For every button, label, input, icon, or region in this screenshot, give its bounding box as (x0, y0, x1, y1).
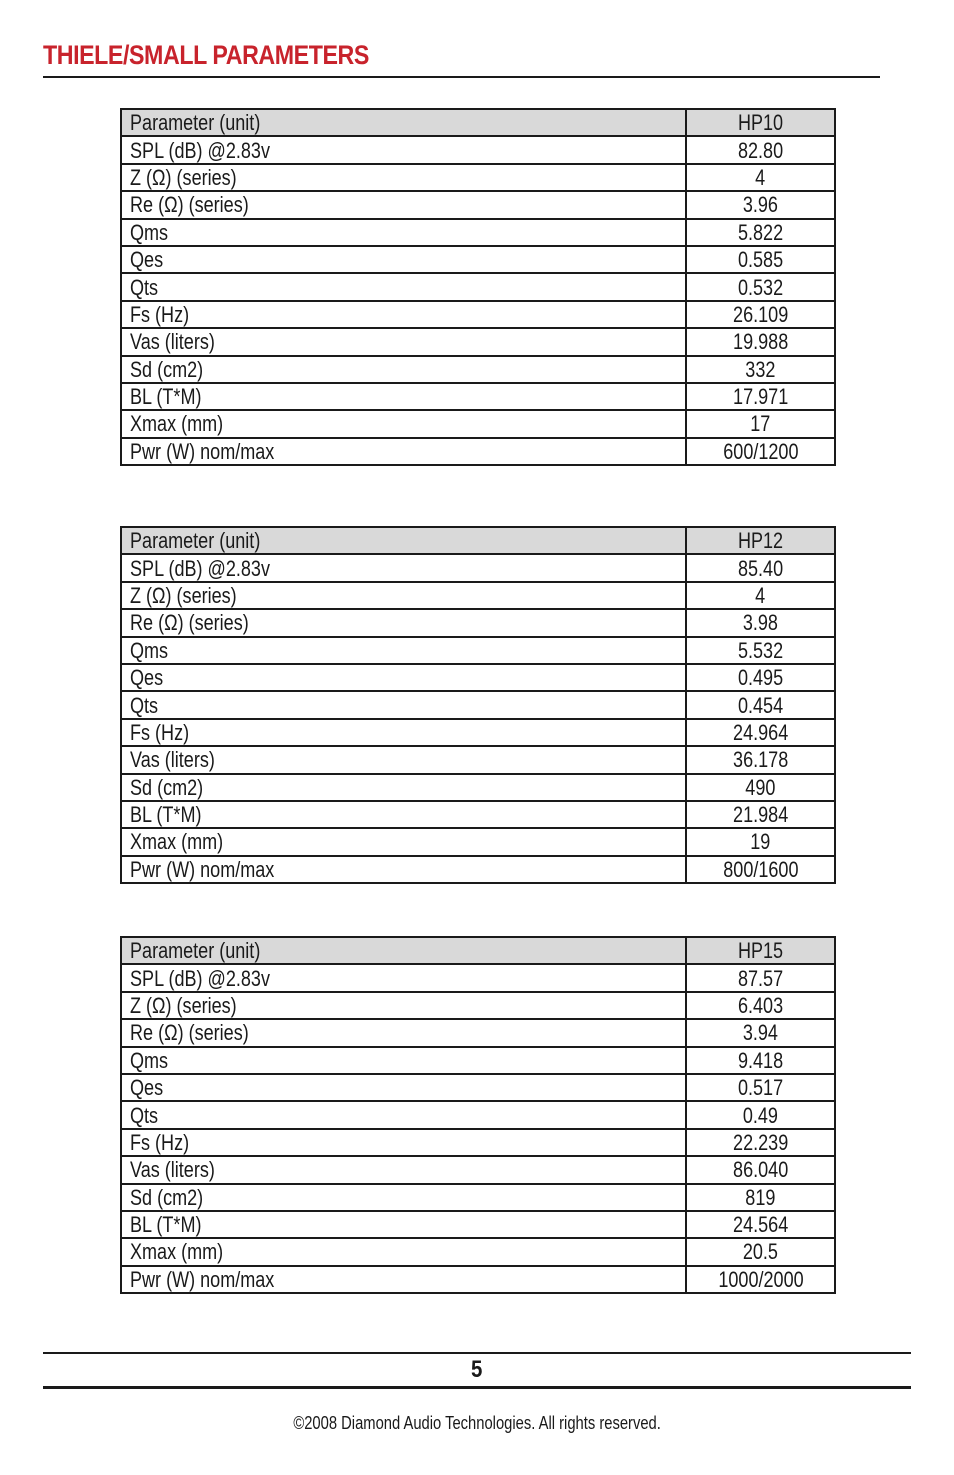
parameter-value: HP12 (737, 528, 784, 554)
parameter-label: Z (Ω) (series) (130, 164, 237, 190)
parameter-value: 19.988 (732, 329, 789, 355)
parameter-value: 3.98 (742, 610, 779, 636)
parameter-cell (121, 527, 686, 554)
table-row (121, 1156, 835, 1183)
parameter-value: 22.239 (732, 1129, 789, 1155)
table-row (121, 801, 835, 828)
value-cell (686, 637, 835, 664)
parameter-value: 0.49 (742, 1102, 779, 1128)
table-row (121, 328, 835, 355)
table-row (121, 746, 835, 773)
value-cell (686, 856, 835, 883)
value-cell (686, 164, 835, 191)
table-row (121, 191, 835, 218)
parameter-label: Vas (liters) (130, 1157, 215, 1183)
parameter-cell (121, 992, 686, 1019)
parameter-cell (121, 1238, 686, 1265)
table-row (121, 301, 835, 328)
table-row (121, 246, 835, 273)
parameter-cell (121, 828, 686, 855)
title-divider (43, 76, 880, 78)
value-cell (686, 1238, 835, 1265)
footer-divider-bottom (43, 1386, 911, 1389)
parameter-value: 0.454 (737, 692, 784, 718)
parameter-cell (121, 801, 686, 828)
parameter-cell (121, 246, 686, 273)
value-cell (686, 1184, 835, 1211)
parameter-label: Pwr (W) nom/max (130, 1266, 275, 1292)
parameter-value: HP15 (737, 938, 784, 964)
parameter-value: 86.040 (732, 1157, 789, 1183)
parameter-value: 0.495 (737, 665, 784, 691)
value-cell (686, 582, 835, 609)
table-row (121, 1266, 835, 1293)
parameter-cell (121, 856, 686, 883)
parameter-value: 0.532 (737, 274, 784, 300)
value-cell (686, 992, 835, 1019)
table-row (121, 356, 835, 383)
table-row (121, 1019, 835, 1046)
parameter-value: 26.109 (732, 301, 789, 327)
parameter-cell (121, 1156, 686, 1183)
value-cell (686, 1156, 835, 1183)
parameter-value: 819 (745, 1184, 776, 1210)
value-cell (686, 609, 835, 636)
table-row (121, 219, 835, 246)
parameter-cell (121, 637, 686, 664)
parameter-cell (121, 774, 686, 801)
parameter-label: Xmax (mm) (130, 1239, 224, 1265)
value-cell (686, 410, 835, 437)
parameter-cell (121, 554, 686, 581)
value-cell (686, 774, 835, 801)
table-row (121, 1101, 835, 1128)
value-cell (686, 554, 835, 581)
parameter-cell (121, 164, 686, 191)
parameter-label: Xmax (mm) (130, 829, 224, 855)
parameter-value: 19 (750, 829, 771, 855)
parameter-value: 87.57 (737, 965, 784, 991)
parameter-value: 24.564 (732, 1212, 789, 1238)
table-row (121, 438, 835, 465)
parameter-label: Sd (cm2) (130, 1184, 204, 1210)
parameter-cell (121, 1211, 686, 1238)
value-cell (686, 1047, 835, 1074)
parameter-cell (121, 609, 686, 636)
parameter-value: 5.822 (737, 219, 784, 245)
table-row (121, 164, 835, 191)
value-cell (686, 246, 835, 273)
table-row (121, 582, 835, 609)
parameter-label: Z (Ω) (series) (130, 582, 237, 608)
value-cell (686, 136, 835, 163)
table-row (121, 1047, 835, 1074)
parameter-label: Pwr (W) nom/max (130, 856, 275, 882)
parameter-label: SPL (dB) @2.83v (130, 965, 270, 991)
parameter-label: Z (Ω) (series) (130, 992, 237, 1018)
parameter-value: 24.964 (732, 719, 789, 745)
table-row (121, 136, 835, 163)
parameter-label: Sd (cm2) (130, 356, 204, 382)
parameter-label: Qes (130, 1075, 164, 1101)
table-row (121, 964, 835, 991)
table-row (121, 856, 835, 883)
table-row (121, 554, 835, 581)
parameter-label: Qts (130, 692, 159, 718)
parameter-value: 9.418 (737, 1047, 784, 1073)
parameter-cell (121, 191, 686, 218)
parameter-cell (121, 301, 686, 328)
parameter-value: 82.80 (737, 137, 784, 163)
parameter-cell (121, 109, 686, 136)
value-cell (686, 664, 835, 691)
table-row (121, 609, 835, 636)
parameter-value: 490 (745, 774, 776, 800)
parameter-value: 20.5 (742, 1239, 779, 1265)
spec-table-hp12 (120, 526, 836, 884)
page-number-text: 5 (471, 1356, 483, 1383)
parameter-label: BL (T*M) (130, 1212, 202, 1238)
parameter-value: 0.585 (737, 247, 784, 273)
parameter-label: Fs (Hz) (130, 1129, 190, 1155)
value-cell (686, 964, 835, 991)
table-row (121, 828, 835, 855)
parameter-value: 3.94 (742, 1020, 779, 1046)
parameter-value: HP10 (737, 110, 784, 136)
value-cell (686, 828, 835, 855)
parameter-cell (121, 964, 686, 991)
parameter-label: Re (Ω) (series) (130, 610, 249, 636)
table-row (121, 1211, 835, 1238)
spec-table-hp15 (120, 936, 836, 1294)
parameter-label: Pwr (W) nom/max (130, 438, 275, 464)
parameter-cell (121, 219, 686, 246)
value-cell (686, 191, 835, 218)
value-cell (686, 527, 835, 554)
value-cell (686, 1211, 835, 1238)
parameter-label: Fs (Hz) (130, 301, 190, 327)
parameter-cell (121, 937, 686, 964)
copyright-notice (0, 1413, 954, 1434)
table-row (121, 1074, 835, 1101)
page-title: THIELE/SMALL PARAMETERS (43, 40, 369, 70)
parameter-value: 17 (750, 411, 771, 437)
parameter-label: Re (Ω) (series) (130, 192, 249, 218)
parameter-label: Re (Ω) (series) (130, 1020, 249, 1046)
value-cell (686, 746, 835, 773)
table-row (121, 637, 835, 664)
footer-divider-top (43, 1352, 911, 1354)
value-cell (686, 109, 835, 136)
parameter-cell (121, 1019, 686, 1046)
table-row (121, 774, 835, 801)
parameter-label: Qes (130, 247, 164, 273)
parameter-value: 6.403 (737, 992, 784, 1018)
table-row (121, 992, 835, 1019)
parameter-value: 600/1200 (722, 438, 799, 464)
table-row (121, 664, 835, 691)
value-cell (686, 691, 835, 718)
parameter-label: Parameter (unit) (130, 528, 261, 554)
parameter-cell (121, 328, 686, 355)
parameter-cell (121, 410, 686, 437)
parameter-cell (121, 1074, 686, 1101)
value-cell (686, 1266, 835, 1293)
parameter-cell (121, 691, 686, 718)
parameter-cell (121, 1184, 686, 1211)
parameter-cell (121, 746, 686, 773)
parameter-cell (121, 383, 686, 410)
table-row (121, 719, 835, 746)
table-header-row (121, 937, 835, 964)
value-cell (686, 937, 835, 964)
parameter-value: 1000/2000 (717, 1266, 804, 1292)
value-cell (686, 383, 835, 410)
parameter-label: BL (T*M) (130, 384, 202, 410)
parameter-value: 85.40 (737, 555, 784, 581)
value-cell (686, 1074, 835, 1101)
parameter-cell (121, 1129, 686, 1156)
table-row (121, 691, 835, 718)
parameter-label: Qts (130, 1102, 159, 1128)
parameter-label: Sd (cm2) (130, 774, 204, 800)
parameter-cell (121, 1047, 686, 1074)
value-cell (686, 301, 835, 328)
parameter-label: Vas (liters) (130, 329, 215, 355)
value-cell (686, 438, 835, 465)
parameter-value: 0.517 (737, 1075, 784, 1101)
parameter-label: SPL (dB) @2.83v (130, 137, 270, 163)
parameter-cell (121, 356, 686, 383)
parameter-label: Parameter (unit) (130, 110, 261, 136)
table-row (121, 1184, 835, 1211)
table-header-row (121, 527, 835, 554)
value-cell (686, 328, 835, 355)
parameter-value: 3.96 (742, 192, 779, 218)
value-cell (686, 1019, 835, 1046)
parameter-value: 4 (755, 582, 766, 608)
parameter-value: 800/1600 (722, 856, 799, 882)
parameter-label: BL (T*M) (130, 802, 202, 828)
parameter-label: Qms (130, 637, 169, 663)
value-cell (686, 219, 835, 246)
parameter-cell (121, 582, 686, 609)
parameter-label: Qts (130, 274, 159, 300)
table-row (121, 273, 835, 300)
value-cell (686, 1101, 835, 1128)
parameter-value: 21.984 (732, 802, 789, 828)
parameter-label: SPL (dB) @2.83v (130, 555, 270, 581)
table-row (121, 410, 835, 437)
parameter-value: 36.178 (732, 747, 789, 773)
value-cell (686, 719, 835, 746)
parameter-value: 17.971 (732, 384, 789, 410)
page-number (0, 1356, 954, 1384)
parameter-cell (121, 1101, 686, 1128)
parameter-value: 5.532 (737, 637, 784, 663)
table-row (121, 1238, 835, 1265)
parameter-value: 332 (745, 356, 776, 382)
value-cell (686, 801, 835, 828)
copyright-text: ©2008 Diamond Audio Technologies. All rights reserved. (293, 1413, 661, 1433)
parameter-cell (121, 1266, 686, 1293)
value-cell (686, 356, 835, 383)
parameter-label: Xmax (mm) (130, 411, 224, 437)
parameter-label: Vas (liters) (130, 747, 215, 773)
value-cell (686, 273, 835, 300)
parameter-cell (121, 438, 686, 465)
table-row (121, 1129, 835, 1156)
parameter-value: 4 (755, 164, 766, 190)
parameter-cell (121, 664, 686, 691)
value-cell (686, 1129, 835, 1156)
parameter-label: Qms (130, 1047, 169, 1073)
parameter-cell (121, 273, 686, 300)
parameter-label: Qes (130, 665, 164, 691)
parameter-label: Parameter (unit) (130, 938, 261, 964)
parameter-cell (121, 136, 686, 163)
table-row (121, 383, 835, 410)
table-header-row (121, 109, 835, 136)
spec-table-hp10 (120, 108, 836, 466)
parameter-cell (121, 719, 686, 746)
parameter-label: Qms (130, 219, 169, 245)
parameter-label: Fs (Hz) (130, 719, 190, 745)
